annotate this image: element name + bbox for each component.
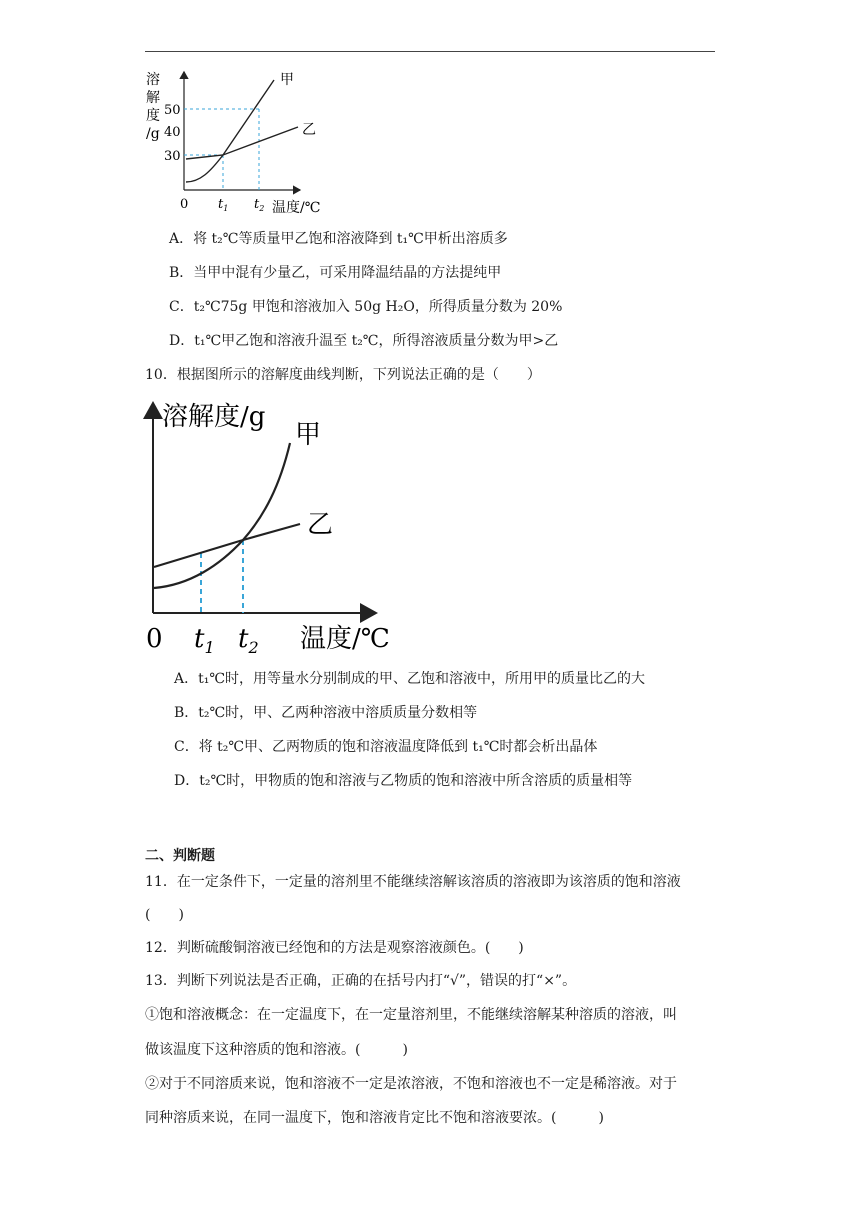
y-axis-label-3: 度 [146, 108, 160, 124]
x-axis-label: 温度/℃ [272, 200, 321, 216]
x-tick-t2: $t_2$ [254, 197, 265, 213]
y-axis-label-1: 溶 [146, 72, 160, 88]
y-tick-40: 40 [164, 125, 181, 140]
series-yi-curve [154, 524, 300, 567]
q13: 13．判断下列说法是否正确，正确的在括号内打“√”，错误的打“×”。 [145, 973, 577, 989]
q10-option-b: B．t₂℃时，甲、乙两种溶液中溶质质量分数相等 [174, 705, 478, 721]
solubility-chart-2 [140, 395, 410, 660]
q9-option-b: B．当甲中混有少量乙，可采用降温结晶的方法提纯甲 [169, 265, 502, 281]
series-jia-label: 甲 [280, 72, 294, 88]
section-heading: 二、判断题 [145, 848, 215, 864]
q10-option-c: C．将 t₂℃甲、乙两物质的饱和溶液温度降低到 t₁℃时都会析出晶体 [174, 739, 598, 755]
q10-option-d: D．t₂℃时，甲物质的饱和溶液与乙物质的饱和溶液中所含溶质的质量相等 [174, 773, 633, 789]
q12: 12．判断硫酸铜溶液已经饱和的方法是观察溶液颜色。( ) [145, 940, 524, 956]
x-tick-0: 0 [146, 624, 163, 654]
x-tick-t1: $t_1$ [194, 624, 215, 657]
q9-option-d: D．t₁℃甲乙饱和溶液升温至 t₂℃，所得溶液质量分数为甲>乙 [169, 333, 559, 349]
series-jia-curve [186, 80, 274, 182]
series-yi-label: 乙 [307, 510, 334, 540]
x-tick-0: 0 [180, 197, 189, 212]
series-jia-label: 甲 [295, 420, 322, 450]
q13-item1-line1: ①饱和溶液概念：在一定温度下，在一定量溶剂里，不能继续溶解某种溶质的溶液，叫 [145, 1007, 677, 1023]
series-jia-curve [154, 443, 290, 588]
x-tick-t1: $t_1$ [218, 197, 229, 213]
y-axis-label-4: /g [146, 126, 160, 142]
q13-item1-line2: 做该温度下这种溶质的饱和溶液。( ) [145, 1042, 408, 1058]
q11-line2: ( ) [145, 907, 184, 923]
q13-item2-line2: 同种溶质来说，在同一温度下，饱和溶液肯定比不饱和溶液要浓。( ) [145, 1110, 604, 1126]
q13-item2-line1: ②对于不同溶质来说，饱和溶液不一定是浓溶液，不饱和溶液也不一定是稀溶液。对于 [145, 1076, 677, 1092]
y-axis-label-2: 解 [146, 90, 160, 106]
y-axis-label: 溶解度/g [162, 402, 266, 432]
y-tick-50: 50 [164, 103, 181, 118]
q9-option-c: C．t₂℃75g 甲饱和溶液加入 50g H₂O，所得质量分数为 20% [169, 299, 563, 315]
series-yi-label: 乙 [302, 122, 316, 138]
x-tick-t2: $t_2$ [238, 624, 259, 657]
header-rule [145, 51, 715, 52]
solubility-chart-1 [140, 62, 350, 222]
q9-option-a: A．将 t₂℃等质量甲乙饱和溶液降到 t₁℃甲析出溶质多 [169, 231, 508, 247]
q10-stem: 10．根据图所示的溶解度曲线判断，下列说法正确的是（ ） [145, 367, 541, 383]
x-axis-label: 温度/℃ [300, 624, 390, 654]
series-yi-curve [186, 127, 298, 159]
q11-line1: 11．在一定条件下，一定量的溶剂里不能继续溶解该溶质的溶液即为该溶质的饱和溶液 [145, 874, 681, 890]
y-tick-30: 30 [164, 149, 181, 164]
q10-option-a: A．t₁℃时，用等量水分别制成的甲、乙饱和溶液中，所用甲的质量比乙的大 [174, 671, 646, 687]
